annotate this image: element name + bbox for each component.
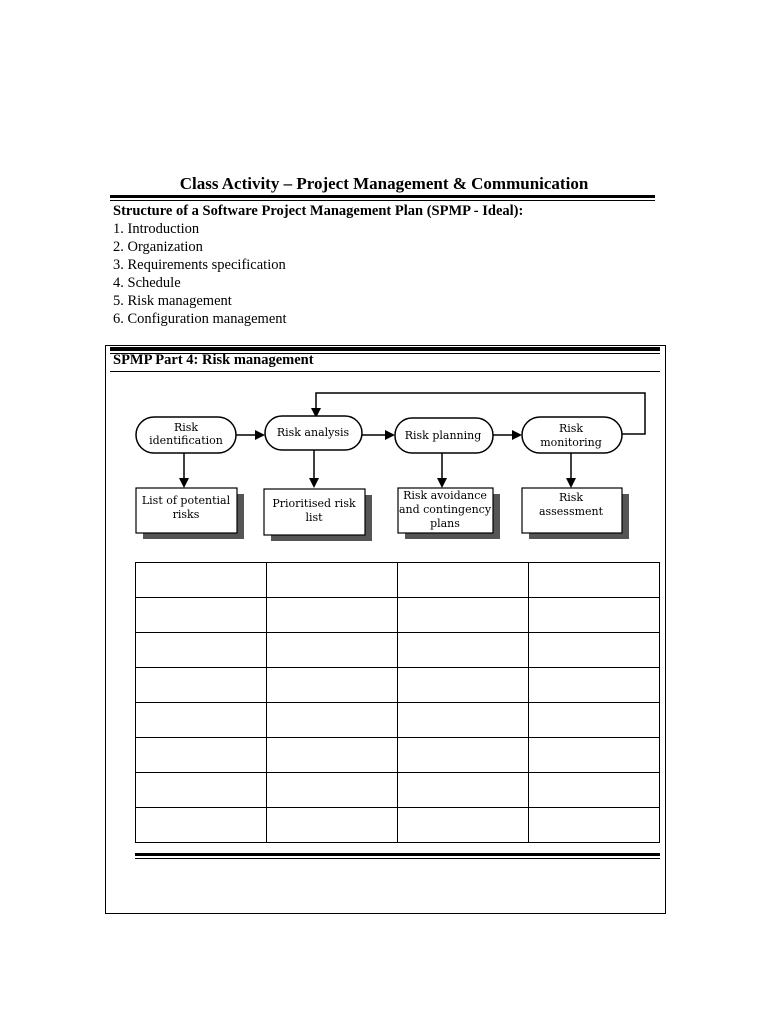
box-heading: SPMP Part 4: Risk management <box>113 352 314 368</box>
output-label-line2: risks <box>172 508 200 521</box>
table-cell[interactable] <box>529 668 660 703</box>
output-label-line1: Prioritised risk <box>272 497 356 510</box>
output-prioritised-list <box>264 489 372 541</box>
table-row <box>136 633 660 668</box>
table-cell[interactable] <box>529 563 660 598</box>
table-cell[interactable] <box>267 633 398 668</box>
structure-heading: Structure of a Software Project Management Plan (SPMP - Ideal): <box>113 203 524 219</box>
table-cell[interactable] <box>136 703 267 738</box>
output-label-line2: list <box>305 511 323 524</box>
output-avoidance-plans <box>398 488 500 539</box>
table-cell[interactable] <box>398 563 529 598</box>
table-cell[interactable] <box>136 773 267 808</box>
list-item: 4. Schedule <box>113 275 181 291</box>
table-cell[interactable] <box>136 598 267 633</box>
process-step-risk-identification <box>136 417 236 453</box>
table-bottom-rule-thin <box>135 858 660 859</box>
table-cell[interactable] <box>529 598 660 633</box>
step-label-line2: identification <box>149 434 223 447</box>
table-cell[interactable] <box>529 773 660 808</box>
table-cell[interactable] <box>529 738 660 773</box>
table-cell[interactable] <box>136 668 267 703</box>
list-item: 5. Risk management <box>113 293 232 309</box>
table-cell[interactable] <box>267 563 398 598</box>
process-step-risk-analysis <box>265 416 362 450</box>
output-label-line2: and contingency <box>398 503 492 516</box>
step-label-line1: Risk analysis <box>276 426 350 439</box>
output-label-line3: plans <box>430 517 460 530</box>
output-label-line1: Risk <box>558 491 584 504</box>
table-row <box>136 563 660 598</box>
output-potential-risks <box>136 488 244 539</box>
list-item: 6. Configuration management <box>113 311 287 327</box>
document-title: Class Activity – Project Management & Communication <box>179 174 589 193</box>
table-cell[interactable] <box>529 703 660 738</box>
table-cell[interactable] <box>398 598 529 633</box>
table-cell[interactable] <box>136 808 267 843</box>
table-cell[interactable] <box>267 668 398 703</box>
output-label-line1: Risk avoidance <box>403 489 487 502</box>
list-item: 1. Introduction <box>113 221 200 237</box>
table-cell[interactable] <box>529 633 660 668</box>
risk-worksheet-table <box>135 562 660 843</box>
table-cell[interactable] <box>267 703 398 738</box>
table-cell[interactable] <box>267 773 398 808</box>
table-cell[interactable] <box>267 598 398 633</box>
table-cell[interactable] <box>136 738 267 773</box>
table-row <box>136 808 660 843</box>
table-cell[interactable] <box>398 738 529 773</box>
table-row <box>136 738 660 773</box>
table-row <box>136 668 660 703</box>
table-cell[interactable] <box>398 633 529 668</box>
output-label-line2: assessment <box>538 505 604 518</box>
table-cell[interactable] <box>398 808 529 843</box>
step-label-line2: monitoring <box>540 436 602 449</box>
table-row <box>136 598 660 633</box>
output-label-line1: List of potential <box>141 494 231 507</box>
table-bottom-rule <box>135 853 660 856</box>
table-cell[interactable] <box>398 703 529 738</box>
table-cell[interactable] <box>398 773 529 808</box>
table-cell[interactable] <box>136 563 267 598</box>
step-label-line1: Risk <box>173 421 199 434</box>
list-item: 2. Organization <box>113 239 203 255</box>
step-label-line1: Risk <box>558 422 584 435</box>
process-step-risk-monitoring <box>522 417 622 453</box>
output-risk-assessment <box>522 488 629 539</box>
step-label-line1: Risk planning <box>404 429 482 442</box>
table-row <box>136 773 660 808</box>
table-cell[interactable] <box>529 808 660 843</box>
process-step-risk-planning <box>395 418 493 453</box>
list-item: 3. Requirements specification <box>113 257 286 273</box>
table-cell[interactable] <box>267 808 398 843</box>
table-cell[interactable] <box>267 738 398 773</box>
table-row <box>136 703 660 738</box>
table-cell[interactable] <box>398 668 529 703</box>
table-cell[interactable] <box>136 633 267 668</box>
